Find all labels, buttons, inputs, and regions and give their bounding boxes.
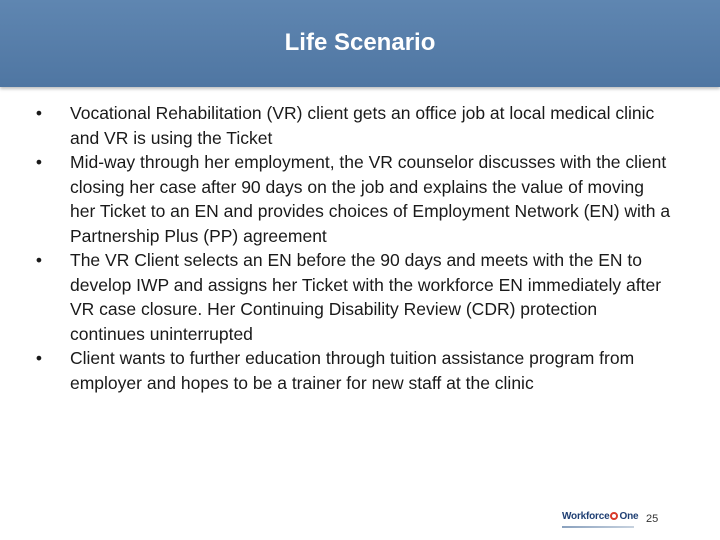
bullet-item xyxy=(32,248,672,346)
bullet-item xyxy=(32,150,672,248)
bullet-text: Client wants to further education through tuition assistance program from employer and hopes to be a trainer for new staff at the clinic xyxy=(70,348,635,393)
slide-title: Life Scenario xyxy=(284,29,436,56)
ring-icon xyxy=(610,512,618,520)
bullet-text: Vocational Rehabilitation (VR) client gets an office job at local medical clinic and VR is using the Ticket xyxy=(70,103,655,148)
title-bar xyxy=(0,0,720,87)
bullet-dot-icon: • xyxy=(35,152,43,172)
logo-wordmark xyxy=(562,511,642,523)
page-number: 25 xyxy=(646,513,659,525)
logo-text-right: One xyxy=(619,511,639,522)
bullet-dot-icon: • xyxy=(35,103,43,123)
logo-underline xyxy=(562,526,634,528)
bullet-item xyxy=(32,101,672,150)
bullet-list xyxy=(32,101,672,395)
bullet-dot-icon: • xyxy=(35,348,43,368)
bullet-dot-icon: • xyxy=(35,250,43,270)
workforce-one-logo xyxy=(562,511,642,533)
bullet-item xyxy=(32,346,672,395)
bullet-text: Mid-way through her employment, the VR counselor discusses with the client closing her case after 90 days on the job and explains the value of moving her Ticket to an EN and provides choices of Employment Network (EN) with a Partnership Plus (PP) agreement xyxy=(70,152,671,246)
bullet-text: The VR Client selects an EN before the 90 days and meets with the EN to develop IWP and assigns her Ticket with the workforce EN immediately after VR case closure. Her Continuing Disability Review (CDR) protection continues uninterrupted xyxy=(70,250,662,344)
logo-text-left: Workforce xyxy=(562,511,610,522)
